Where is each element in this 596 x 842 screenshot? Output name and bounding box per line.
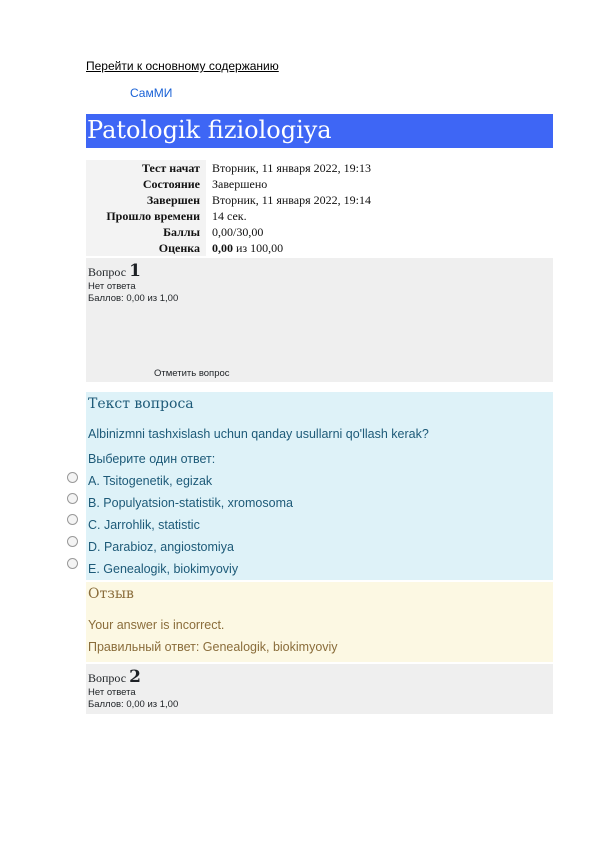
- summary-label: Завершен: [86, 192, 206, 208]
- question-state: Нет ответа: [88, 687, 136, 698]
- question-number: Вопрос 1: [88, 261, 141, 281]
- summary-label: Баллы: [86, 224, 206, 240]
- answer-option-b[interactable]: B. Populyatsion-statistik, xromosoma: [88, 496, 293, 510]
- answer-option-e[interactable]: E. Genealogik, biokimyoviy: [88, 562, 239, 576]
- summary-row-marks: [86, 224, 553, 240]
- question-1-content: [86, 392, 553, 580]
- summary-row-grade: [86, 240, 553, 256]
- summary-value: Завершено: [212, 176, 268, 191]
- question-grade: Баллов: 0,00 из 1,00: [88, 293, 179, 304]
- attempt-summary-table: [86, 160, 553, 256]
- summary-row-started: [86, 160, 553, 176]
- answer-option-c[interactable]: C. Jarrohlik, statistic: [88, 518, 200, 532]
- summary-row-state: [86, 176, 553, 192]
- summary-value: [206, 240, 553, 256]
- radio-option-d[interactable]: [67, 536, 78, 547]
- answer-option-d[interactable]: D. Parabioz, angiostomiya: [88, 540, 234, 554]
- skip-to-content-link[interactable]: Перейти к основному содержанию: [86, 59, 279, 73]
- question-2-info: [86, 664, 553, 714]
- question-state: Нет ответа: [88, 281, 136, 292]
- summary-label: Оценка: [86, 240, 206, 256]
- course-title: Patologik fiziologiya: [87, 116, 332, 144]
- summary-value: 14 сек.: [212, 208, 247, 223]
- summary-label: Тест начат: [86, 160, 206, 176]
- summary-value: Вторник, 11 января 2022, 19:13: [212, 160, 371, 175]
- site-name-link[interactable]: СамМИ: [130, 86, 173, 100]
- answer-prompt: Выберите один ответ:: [88, 452, 216, 466]
- summary-value: Вторник, 11 января 2022, 19:14: [212, 192, 371, 207]
- question-text: Albinizmni tashxislash uchun qanday usullarni qo'llash kerak?: [88, 427, 429, 441]
- grade-value: 0,00: [212, 240, 233, 255]
- question-text-heading: Текст вопроса: [88, 396, 194, 412]
- question-number: Вопрос 2: [88, 667, 141, 687]
- feedback-right-answer: Правильный ответ: Genealogik, biokimyoviy: [88, 640, 338, 654]
- summary-label: Прошло времени: [86, 208, 206, 224]
- radio-option-b[interactable]: [67, 493, 78, 504]
- summary-row-time-taken: [86, 208, 553, 224]
- grade-out-of: из 100,00: [233, 240, 284, 255]
- answer-option-a[interactable]: A. Tsitogenetik, egizak: [88, 474, 213, 488]
- summary-value: 0,00/30,00: [212, 224, 264, 239]
- feedback-incorrect: Your answer is incorrect.: [88, 618, 225, 632]
- question-1-info: [86, 258, 553, 382]
- question-1-feedback: [86, 582, 553, 662]
- radio-option-c[interactable]: [67, 514, 78, 525]
- feedback-heading: Отзыв: [88, 586, 134, 602]
- radio-option-e[interactable]: [67, 558, 78, 569]
- question-grade: Баллов: 0,00 из 1,00: [88, 699, 179, 710]
- summary-label: Состояние: [86, 176, 206, 192]
- summary-row-completed: [86, 192, 553, 208]
- radio-option-a[interactable]: [67, 472, 78, 483]
- flag-question-link[interactable]: Отметить вопрос: [154, 368, 230, 379]
